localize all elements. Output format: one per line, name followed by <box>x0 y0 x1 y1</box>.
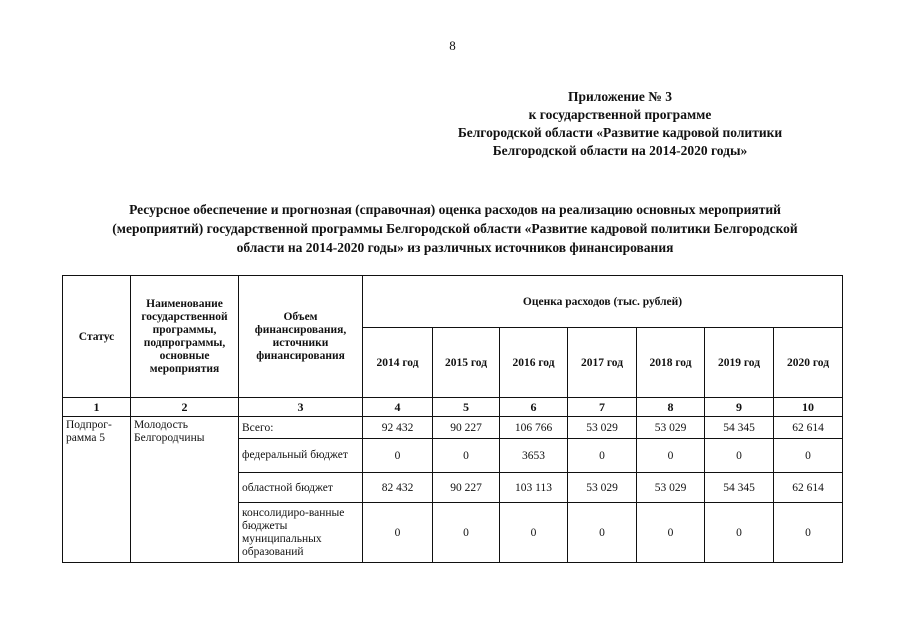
value-cell: 0 <box>705 439 774 473</box>
value-cell: 106 766 <box>500 417 568 439</box>
value-cell: 62 614 <box>774 417 843 439</box>
header-year-2014: 2014 год <box>363 328 433 398</box>
value-cell: 0 <box>568 503 637 563</box>
value-cell: 0 <box>637 503 705 563</box>
table-row <box>63 417 843 439</box>
appendix-line-2: к государственной программе <box>528 107 712 122</box>
value-cell: 62 614 <box>774 473 843 503</box>
value-cell: 53 029 <box>568 417 637 439</box>
source-cell: федеральный бюджет <box>239 439 363 473</box>
value-cell: 103 113 <box>500 473 568 503</box>
title-line-2: (мероприятий) государственной программы Белгородской области «Развитие кадровой политики Белгородской <box>112 221 798 236</box>
header-estimate: Оценка расходов (тыс. рублей) <box>363 276 843 328</box>
column-number-row <box>63 398 843 417</box>
column-number: 10 <box>774 398 843 417</box>
value-cell: 0 <box>774 503 843 563</box>
value-cell: 0 <box>705 503 774 563</box>
appendix-header <box>440 88 800 160</box>
value-cell: 82 432 <box>363 473 433 503</box>
appendix-line-1: Приложение № 3 <box>568 89 672 104</box>
header-year-2018: 2018 год <box>637 328 705 398</box>
value-cell: 53 029 <box>568 473 637 503</box>
value-cell: 54 345 <box>705 473 774 503</box>
value-cell: 92 432 <box>363 417 433 439</box>
value-cell: 0 <box>433 503 500 563</box>
value-cell: 90 227 <box>433 473 500 503</box>
column-number: 3 <box>239 398 363 417</box>
source-cell: областной бюджет <box>239 473 363 503</box>
document-title <box>60 200 850 257</box>
value-cell: 0 <box>363 503 433 563</box>
source-cell: консолидиро-ванные бюджеты муниципальных образований <box>239 503 363 563</box>
page-number: 8 <box>449 38 456 53</box>
column-number: 9 <box>705 398 774 417</box>
title-line-3: области на 2014-2020 годы» из различных источников финансирования <box>236 240 674 255</box>
header-year-2015: 2015 год <box>433 328 500 398</box>
appendix-line-4: Белгородской области на 2014-2020 годы» <box>492 143 748 158</box>
value-cell: 0 <box>637 439 705 473</box>
value-cell: 0 <box>500 503 568 563</box>
column-number: 1 <box>63 398 131 417</box>
value-cell: 0 <box>363 439 433 473</box>
header-name: Наименование государственной программы, подпрограммы, основные мероприятия <box>131 276 239 398</box>
value-cell: 3653 <box>500 439 568 473</box>
header-year-2017: 2017 год <box>568 328 637 398</box>
value-cell: 90 227 <box>433 417 500 439</box>
value-cell: 54 345 <box>705 417 774 439</box>
title-line-1: Ресурсное обеспечение и прогнозная (справочная) оценка расходов на реализацию основных мероприятий <box>129 202 781 217</box>
header-year-2016: 2016 год <box>500 328 568 398</box>
value-cell: 0 <box>433 439 500 473</box>
header-volume: Объем финансирования, источники финансирования <box>239 276 363 398</box>
source-cell: Всего: <box>239 417 363 439</box>
value-cell: 0 <box>774 439 843 473</box>
value-cell: 0 <box>568 439 637 473</box>
value-cell: 53 029 <box>637 473 705 503</box>
name-cell: Молодость Белгородчины <box>131 417 239 563</box>
header-year-2020: 2020 год <box>774 328 843 398</box>
value-cell: 53 029 <box>637 417 705 439</box>
appendix-line-3: Белгородской области «Развитие кадровой политики <box>457 125 783 140</box>
column-number: 5 <box>433 398 500 417</box>
status-cell: Подпрог-рамма 5 <box>63 417 131 563</box>
header-status: Статус <box>63 276 131 398</box>
column-number: 8 <box>637 398 705 417</box>
column-number: 6 <box>500 398 568 417</box>
column-number: 4 <box>363 398 433 417</box>
column-number: 2 <box>131 398 239 417</box>
budget-table <box>62 275 843 563</box>
header-year-2019: 2019 год <box>705 328 774 398</box>
column-number: 7 <box>568 398 637 417</box>
